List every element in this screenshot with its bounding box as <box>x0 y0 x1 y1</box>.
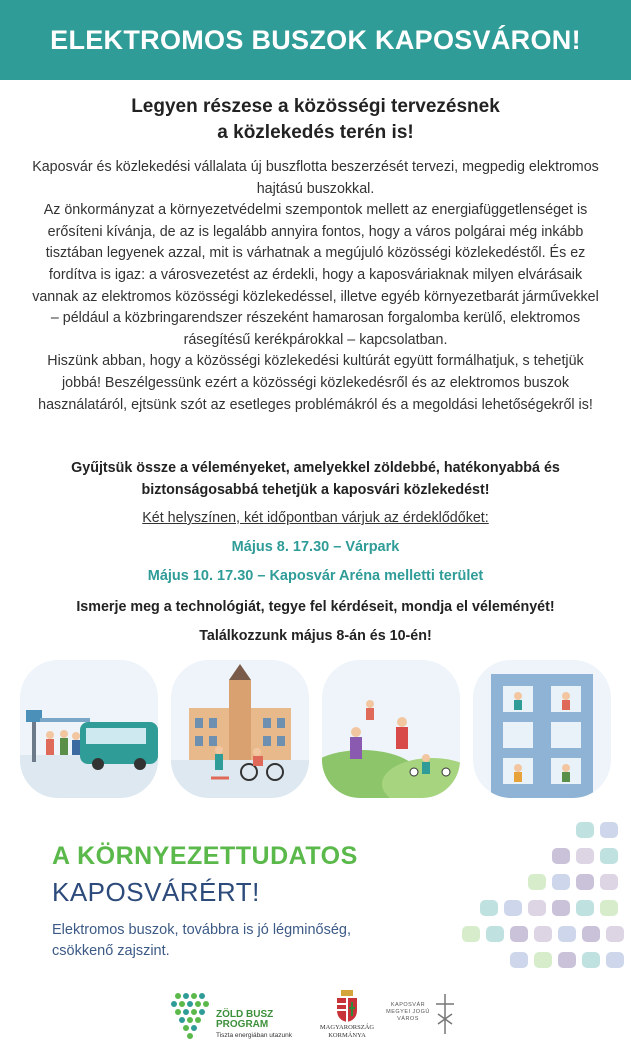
kap-line-2: MEGYEI JOGÚ <box>386 1009 430 1015</box>
decorative-dots <box>460 820 631 995</box>
subtitle-line-2: a közlekedés terén is! <box>217 122 414 143</box>
slogan-line-1: Elektromos buszok, továbbra is jó légminőség, <box>52 922 352 938</box>
zbp-subtitle: Tiszta energiában utazunk <box>216 1032 293 1039</box>
call-line-2: biztonságosabbá tehetjük a kaposvári közlekedést! <box>141 482 490 498</box>
zbp-line-1: ZÖLD BUSZ <box>216 1009 274 1020</box>
event-2: Május 10. 17.30 – Kaposvár Aréna melletti terület <box>147 568 484 584</box>
closing-line-1: Ismerje meg a technológiát, tegye fel kérdéseit, mondja el véleményét! <box>76 599 555 615</box>
page-title: ELEKTROMOS BUSZOK KAPOSVÁRON! <box>50 24 581 55</box>
bus-stop-illustration <box>20 660 158 798</box>
events-intro: Két helyszínen, két időpontban várjuk az érdeklődőket: <box>142 510 489 526</box>
coat-of-arms-icon <box>335 990 359 1022</box>
kaposvar-emblem-icon <box>434 994 456 1034</box>
slogan-text <box>52 920 452 962</box>
town-hall-illustration <box>171 660 309 798</box>
gov-line-2: KORMÁNYA <box>328 1032 366 1039</box>
government-logo <box>319 990 375 1046</box>
paragraph-1: Kaposvár és közlekedési vállalata új buszflotta beszerzését tervezi, megpedig elektromos hajtású buszokkal. <box>32 159 599 197</box>
header-banner <box>0 0 631 80</box>
kaposvar-text <box>384 1002 432 1023</box>
apartment-illustration <box>473 660 611 798</box>
closing-line-2: Találkozzunk május 8-án és 10-én! <box>199 628 432 644</box>
gov-text <box>312 1024 382 1040</box>
kap-line-3: VÁROS <box>397 1016 419 1022</box>
paragraph-2: Az önkormányzat a környezetvédelmi szempontok mellett az energiafüggetlenséget is erősíteni kívánja, de az is legalább annyira fontos, hogy a város polgárai még inkább tisztában legyenek azzal, mit is várhatnak a megújuló közösségi közlekedéstől. És ez fordítva is igaz: a városvezetést az érdekli, hogy a kaposváriaknak milyen elvárásaik vannak az elektromos közösségi közlekedéssel, illetve egyéb környezetbarát járművekkel – például a közbringarendszer részeként hamarosan forgalomba kerülő, elektromos rásegítésű kerékpárokkal – kapcsolatban. <box>32 202 599 348</box>
kap-line-1: KAPOSVÁR <box>390 1002 426 1008</box>
gov-line-1: MAGYARORSZÁG <box>319 1024 375 1031</box>
zbp-line-2: PROGRAM <box>216 1019 269 1030</box>
zbp-title <box>216 1010 273 1030</box>
call-line-1: Gyűjtsük össze a véleményeket, amelyekkel zöldebbé, hatékonyabbá és <box>71 460 560 476</box>
subtitle-line-1: Legyen részese a közösségi tervezésnek <box>131 96 500 117</box>
body-text <box>28 157 603 416</box>
paragraph-3: Hiszünk abban, hogy a közösségi közlekedési kultúrát együtt formálhatjuk, s tehetjük jobbá! Beszélgessünk ezért a közösségi közlekedésről és az elektromos buszok használatáról, ejtsünk szót az esetleges problémákról és a megoldási lehetőségekről is! <box>38 353 593 413</box>
green-slogan-title: A KÖRNYEZETTUDATOS <box>52 842 358 870</box>
zold-busz-program-logo <box>170 990 310 1046</box>
slogan-line-2: csökkenő zajszint. <box>52 943 170 959</box>
event-1: Május 8. 17.30 – Várpark <box>231 539 400 555</box>
kaposvar-logo <box>384 992 464 1042</box>
park-illustration <box>322 660 460 798</box>
call-to-action <box>10 457 621 501</box>
subtitle <box>0 94 631 146</box>
blue-slogan-title: KAPOSVÁRÉRT! <box>52 877 260 907</box>
